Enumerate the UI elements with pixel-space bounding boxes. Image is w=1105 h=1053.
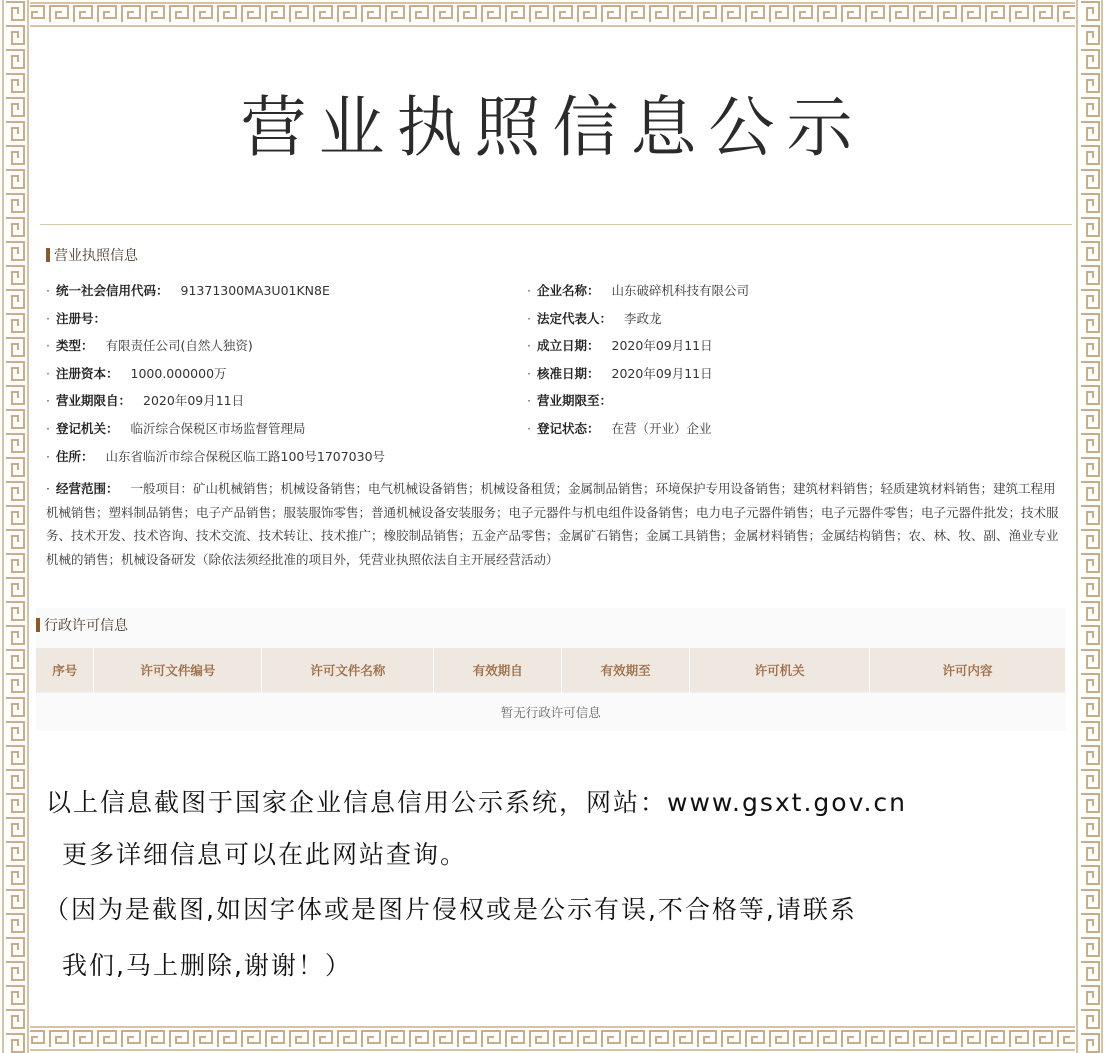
license-field-row <box>46 448 385 466</box>
field-label: 营业期限至： <box>537 393 613 409</box>
license-section-heading-text: 营业执照信息 <box>54 248 138 264</box>
bullet-icon: · <box>46 283 50 298</box>
permit-section-heading <box>36 617 128 635</box>
bullet-icon: · <box>527 393 531 409</box>
bullet-icon: · <box>46 338 50 354</box>
bullet-icon: · <box>527 310 531 326</box>
note-line-1: 以上信息截图于国家企业信息信用公示系统，网站：www.gsxt.gov.cn <box>46 788 907 817</box>
license-field-row <box>527 310 662 328</box>
business-scope-label: 经营范围： <box>56 481 119 496</box>
bullet-icon: · <box>527 338 531 354</box>
note-line-2: 更多详细信息可以在此网站查询。 <box>62 840 468 869</box>
bullet-icon: · <box>46 448 50 464</box>
note-line-4: 我们,马上删除,谢谢！） <box>62 951 352 980</box>
field-value: 山东省临沂市综合保税区临工路100号1707030号 <box>105 448 386 464</box>
permit-column-header: 有效期至 <box>562 648 690 693</box>
permit-table-header <box>36 648 1066 693</box>
license-field-row <box>527 392 624 410</box>
field-label: 法定代表人： <box>537 310 613 326</box>
frame-top-border <box>0 0 1105 28</box>
license-field-row <box>527 420 712 438</box>
field-value: 有限责任公司(自然人独资) <box>105 338 253 354</box>
section-marker-icon <box>36 618 40 632</box>
license-section-heading <box>46 247 138 265</box>
field-label: 住所： <box>56 448 94 464</box>
field-label: 企业名称： <box>537 283 600 298</box>
field-label: 营业期限自： <box>56 393 132 409</box>
license-field-row <box>46 392 244 410</box>
permit-table <box>36 648 1066 731</box>
license-field-row <box>46 337 253 355</box>
bullet-icon: · <box>527 421 531 436</box>
field-label: 统一社会信用代码： <box>56 283 169 298</box>
license-field-row <box>46 282 330 300</box>
field-value: 2020年09月11日 <box>611 338 713 354</box>
section-marker-icon <box>46 248 50 262</box>
field-label: 核准日期： <box>537 365 600 381</box>
field-label: 成立日期： <box>537 338 600 354</box>
permit-empty-message: 暂无行政许可信息 <box>36 693 1066 732</box>
field-value: 2020年09月11日 <box>143 393 245 409</box>
field-label: 注册资本： <box>56 365 119 381</box>
field-value: 李政龙 <box>624 310 662 326</box>
permit-section-heading-text: 行政许可信息 <box>44 618 128 634</box>
field-value: 临沂综合保税区市场监督管理局 <box>130 421 306 436</box>
note-line-3: （因为是截图,如因字体或是图片侵权或是公示有误,不合格等,请联系 <box>44 895 857 924</box>
license-field-row <box>527 365 713 383</box>
field-value: 91371300MA3U01KN8E <box>180 283 330 298</box>
field-value: 2020年09月11日 <box>611 365 713 381</box>
field-label: 登记状态： <box>537 421 600 436</box>
field-value: 1000.000000万 <box>130 365 227 381</box>
license-field-row <box>46 420 306 438</box>
bullet-icon: · <box>46 393 50 409</box>
bullet-icon: · <box>527 283 531 298</box>
license-field-row <box>527 282 749 300</box>
permit-column-header: 许可文件编号 <box>94 648 262 693</box>
bullet-icon: · <box>46 310 50 326</box>
bullet-icon: · <box>46 365 50 381</box>
field-label: 注册号： <box>56 310 107 326</box>
field-value: 在营（开业）企业 <box>611 421 712 436</box>
field-label: 类型： <box>56 338 94 354</box>
bullet-icon: · <box>46 421 50 436</box>
permit-column-header: 许可机关 <box>690 648 870 693</box>
title-divider <box>40 224 1072 225</box>
bullet-icon: · <box>527 365 531 381</box>
license-field-row <box>527 337 713 355</box>
permit-column-header: 有效期自 <box>434 648 562 693</box>
business-scope: · 经营范围： 一般项目：矿山机械销售；机械设备销售；电气机械设备销售；机械设备租赁；金属制品销售；环境保护专用设备销售；建筑材料销售；轻质建筑材料销售；建筑工程用机械销售；塑料制品销售；电子产品销售；服装服饰零售；普通机械设备安装服务；电子元器件与机电组件设备销售；电力电子元器件销售；电子元器件零售；电子元器件批发；技术服务、技术开发、技术咨询、技术交流、技术转让、技术推广；橡胶制品销售；五金产品零售；金属矿石销售；金属工具销售；金属材料销售；金属结构销售；农、林、牧、副、渔业专业机械的销售；机械设备研发（除依法须经批准的项目外，凭营业执照依法自主开展经营活动） <box>46 481 1059 567</box>
page-title: 营业执照信息公示 <box>240 89 865 166</box>
field-label: 登记机关： <box>56 421 119 436</box>
business-scope-value: 一般项目：矿山机械销售；机械设备销售；电气机械设备销售；机械设备租赁；金属制品销售；环境保护专用设备销售；建筑材料销售；轻质建筑材料销售；建筑工程用机械销售；塑料制品销售；电子产品销售；服装服饰零售；普通机械设备安装服务；电子元器件与机电组件设备销售；电力电子元器件销售；电子元器件零售；电子元器件批发；技术服务、技术开发、技术咨询、技术交流、技术转让、技术推广；橡胶制品销售；五金产品零售；金属矿石销售；金属工具销售；金属材料销售；金属结构销售；农、林、牧、副、渔业专业机械的销售；机械设备研发（除依法须经批准的项目外，凭营业执照依法自主开展经营活动） <box>46 481 1059 567</box>
field-value: 山东破碎机科技有限公司 <box>611 283 750 298</box>
permit-column-header: 许可文件名称 <box>262 648 434 693</box>
license-field-row <box>46 365 227 383</box>
frame-bottom-border <box>0 1025 1105 1053</box>
permit-column-header: 许可内容 <box>870 648 1066 693</box>
permit-column-header: 序号 <box>36 648 94 693</box>
license-field-row <box>46 310 118 328</box>
table-row <box>36 693 1066 732</box>
